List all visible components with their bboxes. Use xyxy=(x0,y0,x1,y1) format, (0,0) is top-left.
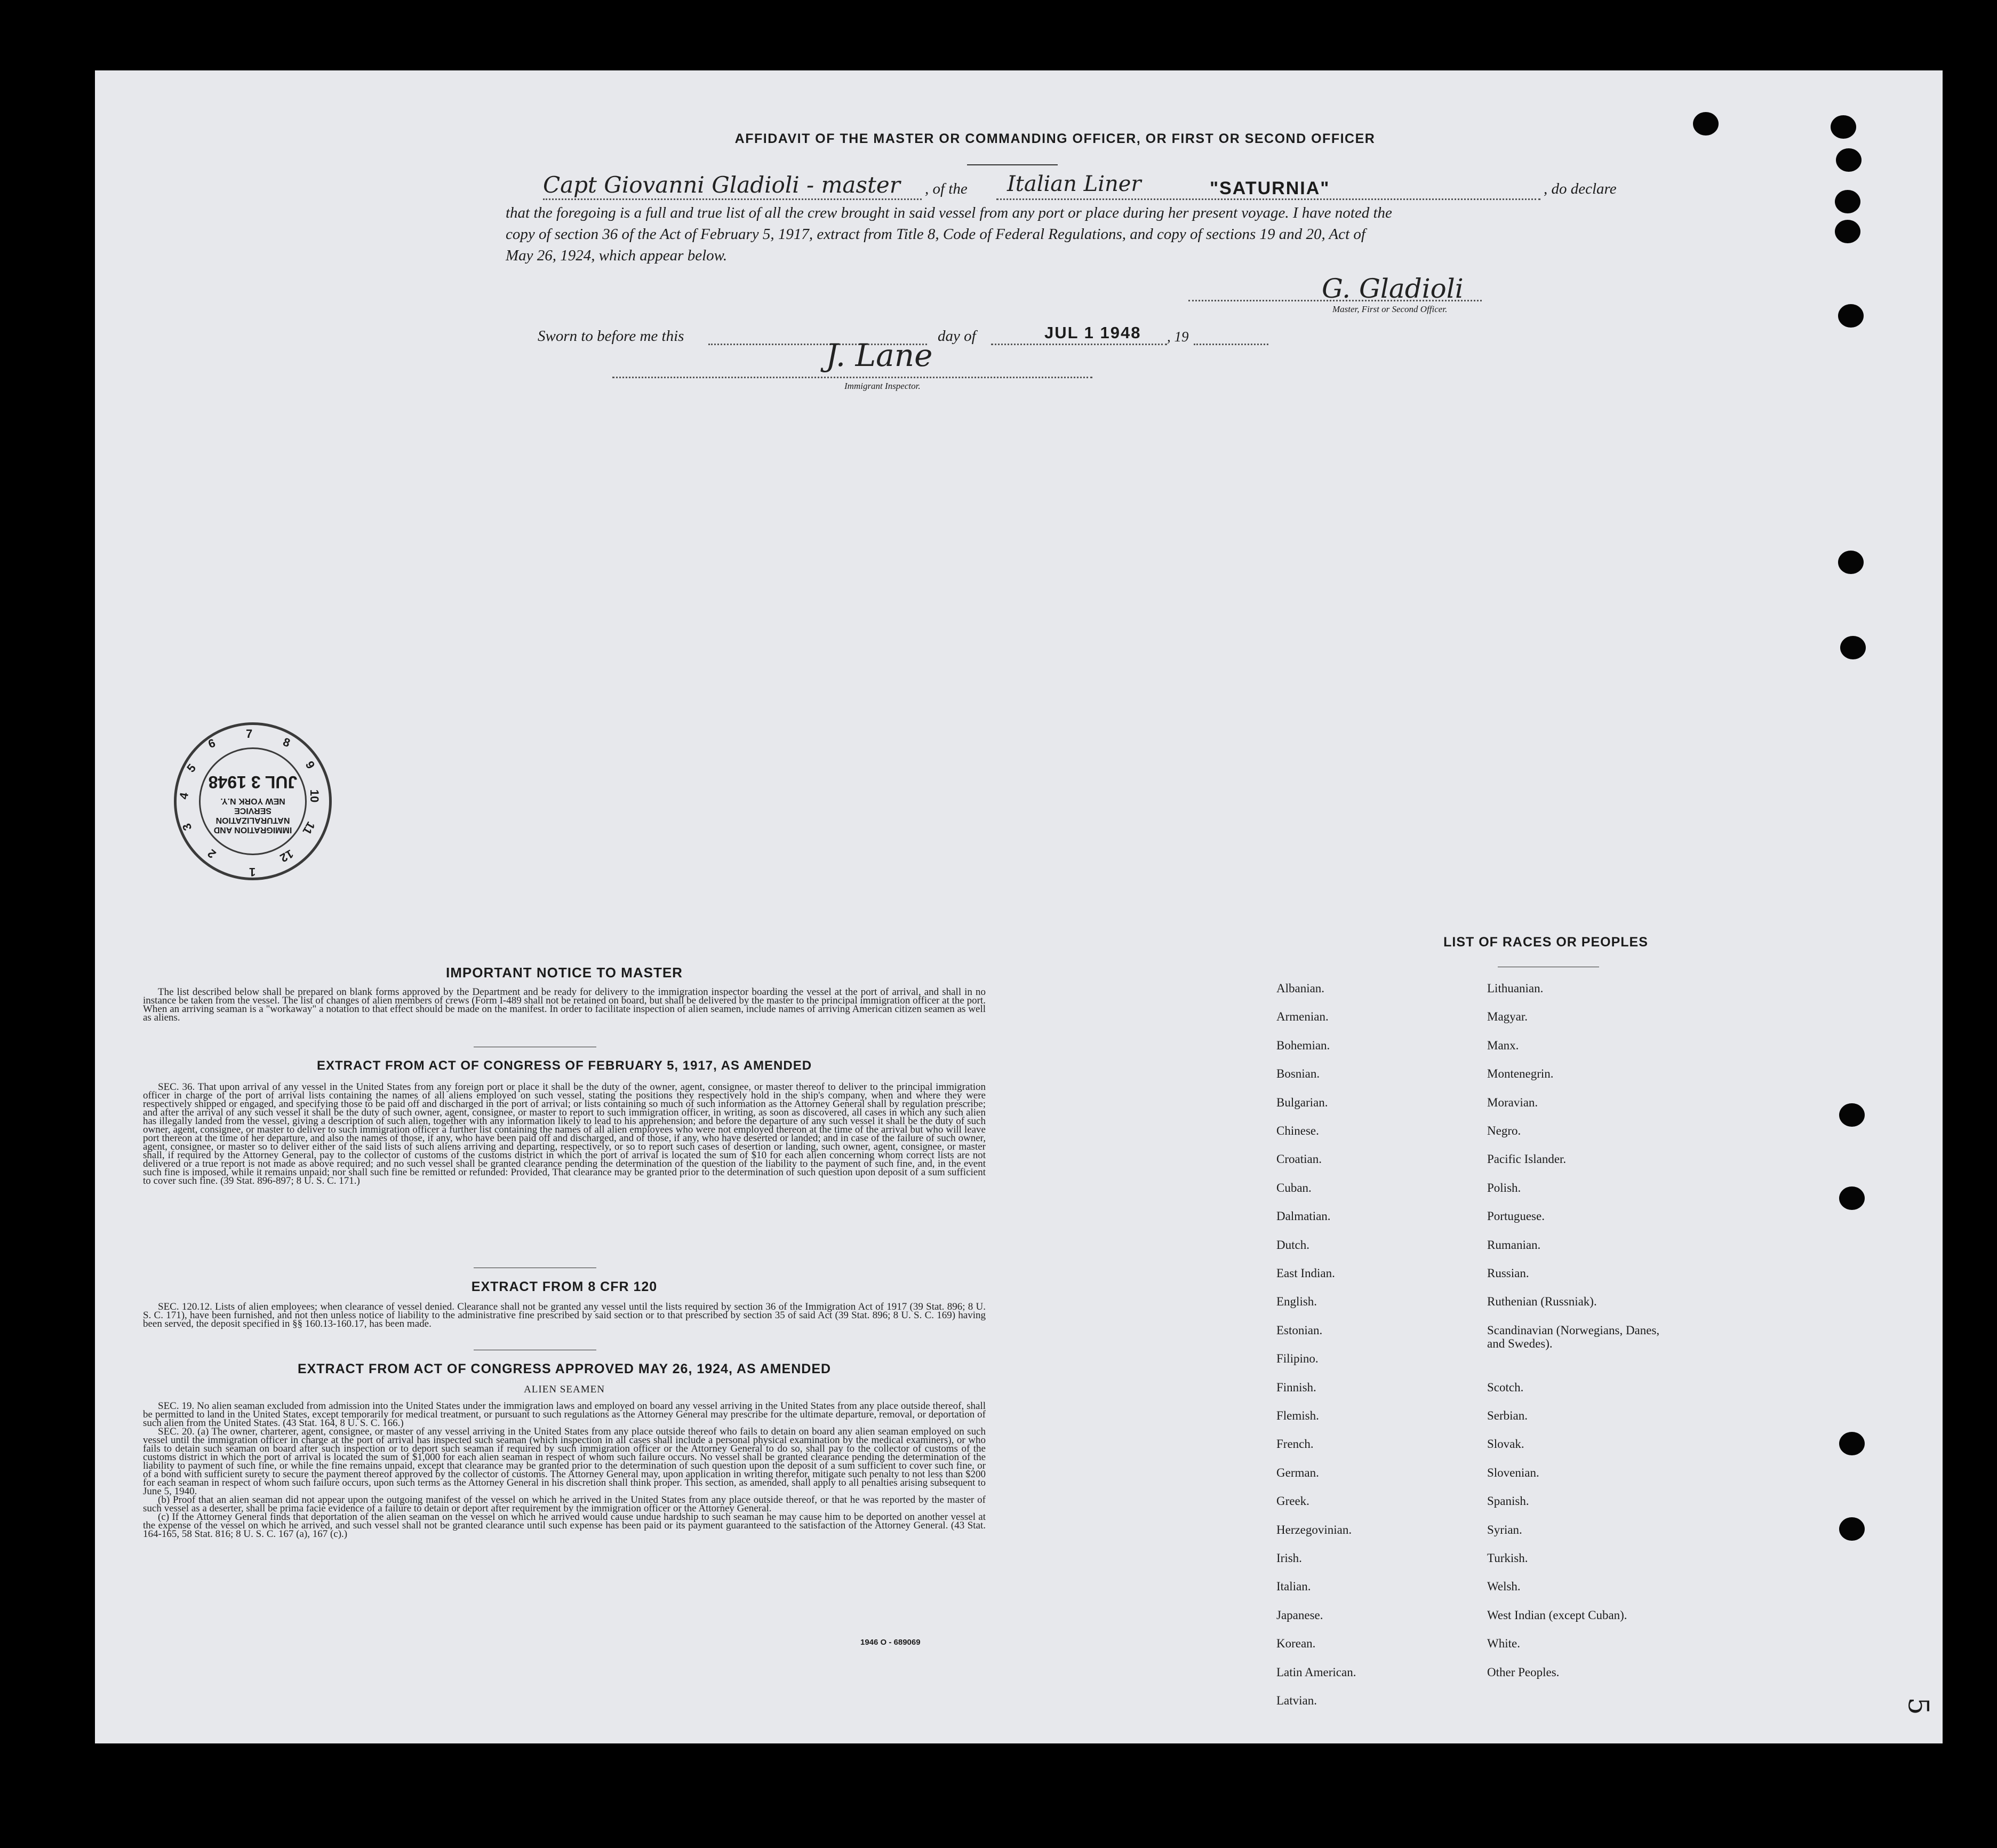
inspector-signature: J. Lane xyxy=(826,337,933,373)
race-item: Serbian. xyxy=(1487,1409,1528,1422)
officer-signature: G. Gladioli xyxy=(1322,273,1464,304)
race-item: Filipino. xyxy=(1276,1352,1319,1366)
stamp-number: 2 xyxy=(205,846,219,861)
ship-dotline xyxy=(996,198,1540,200)
extract-1924-text xyxy=(143,1402,986,1539)
punch-hole xyxy=(1835,220,1860,243)
stamp-number: 5 xyxy=(184,761,199,775)
race-item: Bosnian. xyxy=(1276,1067,1320,1081)
race-item: Japanese. xyxy=(1276,1608,1323,1622)
punch-hole xyxy=(1693,112,1719,136)
stamp-date: JUL 3 1948 xyxy=(208,772,298,792)
race-item: Lithuanian. xyxy=(1487,982,1544,995)
race-item: Bulgarian. xyxy=(1276,1095,1328,1109)
notice-master-heading: IMPORTANT NOTICE TO MASTER xyxy=(446,965,683,981)
officer-signature-line xyxy=(1188,300,1482,301)
race-item: Ruthenian (Russniak). xyxy=(1487,1295,1597,1309)
race-item: Armenian. xyxy=(1276,1010,1329,1024)
race-item: Portuguese. xyxy=(1487,1209,1545,1223)
race-item: Turkish. xyxy=(1487,1551,1528,1565)
extract-cfr-paragraph: SEC. 120.12. Lists of alien employees; when clearance of vessel denied. Clearance shall not be granted any vessel until the lists required by section 36 of the Immigration Act of 1917 (39 Stat. 896; 8 U. S. C. 171), have been furnished, and not then unless notice of liability to the administrative fine prescribed by said section or to that prescribed by section 35 of said Act (39 Stat. 896; 8 U. S. C. 169) having been served, the deposit specified in §§ 160.13-160.17, has been made. xyxy=(143,1301,986,1329)
punch-hole xyxy=(1839,1186,1865,1210)
race-item: Spanish. xyxy=(1487,1494,1529,1508)
race-item: German. xyxy=(1276,1465,1319,1479)
affidavit-first-line xyxy=(543,172,1631,204)
race-item: Bohemian. xyxy=(1276,1038,1330,1052)
sec-20c-paragraph: (c) If the Attorney General finds that deportation of the alien seaman on the vessel on which he arrived would cause undue hardship to such seaman he may cause him to be deported on another vessel at the expense of the vessel on which he arrived, and such vessel shall not be granted clearance until such expense has been paid or its payment guaranteed to the satisfaction of the Attorney General. (43 Stat. 164-165, 58 Stat. 816; 8 U. S. C. 167 (a), 167 (c).) xyxy=(143,1511,986,1540)
extract-1917-paragraph: SEC. 36. That upon arrival of any vessel in the United States from any foreign port or place it shall be the duty of the owner, agent, consignee, or master thereof to deliver to the principal immigration officer in charge of the port of arrival lists containing the names of all aliens employed on such vessel, stating the positions they respectively hold in the ship's company, when and where they were respectively shipped or engaged, and specifying those to be paid off and discharged in the port of arrival; or lists containing so much of such information as the Attorney General shall by regulation prescribe; and after the arrival of any such vessel it shall be the duty of such owner, agent, consignee, or master to report to such immigration officer, in writing, as soon as discovered, all cases in which any such alien has illegally landed from the vessel, giving a description of such alien, together with any information likely to lead to his apprehension; and before the departure of any such vessel it shall be the duty of such owner, agent, consignee, or master to deliver to such immigration officer a further list containing the names of all alien employees who were not employed thereon at the time of the arrival but who will leave port thereon at the time of her departure, and also the names of those, if any, who have been paid off and discharged, and of those, if any, who have deserted or landed; and in case of the failure of such owner, agent, consignee, or master so to deliver either of the said lists of such aliens arriving and departing, respectively, or so to report such cases of desertion or landing, such owner, agent, consignee, or master shall, if required by the Attorney General, pay to the collector of customs of the customs district in which the port of arrival is located the sum of $10 for each alien concerning whom correct lists are not delivered or a true report is not made as above required; and no such vessel shall be granted clearance pending the determination of the question of the liability to the payment of such fine, and, in the event such fine is imposed, while it remains unpaid; nor shall such fine be remitted or refunded: Provided, That clearance may be granted prior to the determination of such question upon deposit of a sum sufficient to cover such fine. (39 Stat. 896-897; 8 U. S. C. 171.) xyxy=(143,1081,986,1186)
race-item: Welsh. xyxy=(1487,1580,1521,1594)
race-item: Irish. xyxy=(1276,1551,1302,1565)
extract-cfr-text xyxy=(143,1303,986,1328)
race-item: Latin American. xyxy=(1276,1665,1356,1679)
race-item: Rumanian. xyxy=(1487,1238,1541,1252)
date-dotline xyxy=(991,344,1167,345)
notice-master-text xyxy=(143,988,986,1022)
punch-hole xyxy=(1835,190,1860,213)
sworn-label: Sworn to before me this xyxy=(538,328,684,345)
stamp-number: 7 xyxy=(246,727,253,740)
punch-hole xyxy=(1839,1517,1865,1541)
race-item: English. xyxy=(1276,1295,1317,1309)
race-item: Moravian. xyxy=(1487,1095,1538,1109)
punch-hole xyxy=(1838,304,1864,328)
race-item: White. xyxy=(1487,1637,1520,1651)
stamp-number: 10 xyxy=(308,789,322,803)
race-item: Greek. xyxy=(1276,1494,1309,1508)
stamp-number: 12 xyxy=(277,847,296,865)
sec-20b-paragraph: (b) Proof that an alien seaman did not appear upon the outgoing manifest of the vessel on which he arrived in the United States from any place outside thereof, or that he was reported by the master of such vessel as a deserter, shall be prima facie evidence of a failure to detain or deport after requirement by the immigration officer or the Attorney General. xyxy=(143,1494,986,1514)
affidavit-body-2: copy of section 36 of the Act of February 5, 1917, extract from Title 8, Code of Federal Regulations, and copy of sections 19 and 20, Act of xyxy=(506,226,1365,243)
immigration-stamp xyxy=(174,722,332,880)
sworn-date: JUL 1 1948 xyxy=(1044,323,1141,342)
inspector-caption: Immigrant Inspector. xyxy=(844,381,921,391)
race-item: Pacific Islander. xyxy=(1487,1152,1567,1166)
print-code: 1946 O - 689069 xyxy=(860,1638,921,1647)
stamp-number: 4 xyxy=(177,791,191,801)
extract-1917-text xyxy=(143,1083,986,1185)
extract-cfr-heading: EXTRACT FROM 8 CFR 120 xyxy=(471,1279,658,1294)
race-item: Scandinavian (Norwegians, Danes, and Swedes). xyxy=(1487,1323,1660,1350)
inspector-dotline xyxy=(612,377,1092,378)
race-item: Italian. xyxy=(1276,1580,1311,1594)
race-item: Slovenian. xyxy=(1487,1465,1539,1479)
race-item: Magyar. xyxy=(1487,1010,1528,1024)
race-item: Estonian. xyxy=(1276,1323,1323,1337)
page-number-mark: 5 xyxy=(1902,1697,1934,1715)
vessel-name: "SATURNIA" xyxy=(1210,178,1330,198)
stamp-number: 1 xyxy=(249,865,256,879)
affidavit-title: AFFIDAVIT OF THE MASTER OR COMMANDING OFFICER, OR FIRST OR SECOND OFFICER xyxy=(734,131,1376,146)
race-item: Herzegovinian. xyxy=(1276,1523,1352,1536)
race-item: Syrian. xyxy=(1487,1523,1522,1536)
punch-hole xyxy=(1836,148,1862,172)
race-item: East Indian. xyxy=(1276,1266,1335,1280)
day-of-label: day of xyxy=(938,328,976,345)
races-title: LIST OF RACES OR PEOPLES xyxy=(1443,935,1648,950)
sec-20a-paragraph: SEC. 20. (a) The owner, charterer, agent, consignee, or master of any vessel arriving in the United States from any place outside thereof who fails to detain on board any alien seaman employed on such vessel until the immigration officer in charge at the port of arrival has inspected such seaman (which inspection in all cases shall include a personal physical examination by the medical examiners), or who fails to detain such seaman on board after such inspection or to deport such seaman if required by such immigration officer or the Attorney General to do so, shall pay to the collector of customs of the customs district in which the port of arrival is located the sum of $1,000 for each alien seaman in respect of whom such failure occurs. No vessel shall be granted clearance pending the determination of the liability to payment of such fine, or while the fine remains unpaid, except that clearance may be granted prior to the determination of such question upon the deposit of a sum sufficient to cover such fine, or of a bond with sufficient surety to secure the payment thereof approved by the collector of customs. The Attorney General may, upon application in writing therefor, mitigate such penalty to not less than $200 for each seaman in respect of whom such failure occurs, upon such terms as the Attorney General in his discretion shall think proper. This section, as amended, shall apply to all penalties arising subsequent to June 5, 1940. xyxy=(143,1426,986,1497)
race-item: Dutch. xyxy=(1276,1238,1309,1252)
punch-hole xyxy=(1839,1432,1865,1455)
stamp-number: 6 xyxy=(206,736,217,751)
race-item: Slovak. xyxy=(1487,1437,1524,1451)
stamp-city: NEW YORK N.Y. xyxy=(220,796,285,806)
race-item: Negro. xyxy=(1487,1124,1521,1137)
stamp-agency: IMMIGRATION AND NATURALIZATION SERVICE xyxy=(213,806,292,835)
declare-label: , do declare xyxy=(1544,180,1617,197)
race-item: Korean. xyxy=(1276,1637,1316,1651)
race-item: Manx. xyxy=(1487,1038,1519,1052)
name-dotline xyxy=(543,198,922,200)
extract-1924-subheading: ALIEN SEAMEN xyxy=(524,1384,605,1395)
master-name: Capt Giovanni Gladioli - master xyxy=(543,172,900,198)
race-item: Scotch. xyxy=(1487,1380,1524,1394)
stamp-inner xyxy=(199,747,307,855)
punch-hole xyxy=(1831,115,1856,139)
year-dotline xyxy=(1194,344,1268,345)
extract-1924-heading: EXTRACT FROM ACT OF CONGRESS APPROVED MAY 26, 1924, AS AMENDED xyxy=(297,1361,832,1376)
punch-hole xyxy=(1838,551,1864,574)
of-the-label: , of the xyxy=(925,180,968,197)
officer-caption: Master, First or Second Officer. xyxy=(1332,304,1448,314)
race-item: Russian. xyxy=(1487,1266,1529,1280)
race-item: Albanian. xyxy=(1276,982,1325,995)
race-item: Dalmatian. xyxy=(1276,1209,1331,1223)
stamp-number: 3 xyxy=(179,822,195,833)
extract-1917-heading: EXTRACT FROM ACT OF CONGRESS OF FEBRUARY 5, 1917, AS AMENDED xyxy=(316,1058,812,1073)
stamp-number: 8 xyxy=(281,735,292,750)
stamp-number: 9 xyxy=(302,759,318,771)
line-type: Italian Liner xyxy=(1007,172,1141,196)
sec-19-paragraph: SEC. 19. No alien seaman excluded from admission into the United States under the immigration laws and employed on board any vessel arriving in the United States from any place outside thereof, shall be permitted to land in the United States, except temporarily for medical treatment, or pursuant to such regulations as the Attorney General may prescribe for the ultimate departure, removal, or deportation of such alien from the United States. (43 Stat. 164, 8 U. S. C. 166.) xyxy=(143,1400,986,1429)
punch-hole xyxy=(1840,636,1866,659)
race-item: French. xyxy=(1276,1437,1314,1451)
stamp-number: 11 xyxy=(300,819,318,837)
year-prefix: , 19 xyxy=(1167,329,1189,345)
race-item: West Indian (except Cuban). xyxy=(1487,1608,1627,1622)
punch-hole xyxy=(1839,1103,1865,1127)
document-page xyxy=(95,70,1943,1743)
race-item: Polish. xyxy=(1487,1181,1521,1194)
race-item: Latvian. xyxy=(1276,1694,1317,1707)
race-item: Croatian. xyxy=(1276,1152,1322,1166)
race-item: Chinese. xyxy=(1276,1124,1319,1137)
race-item: Finnish. xyxy=(1276,1380,1316,1394)
notice-master-paragraph: The list described below shall be prepared on blank forms approved by the Department and be ready for delivery to the immigration inspector boarding the vessel at the port of arrival, and shall in no instance be taken from the vessel. The list of changes of alien members of crews (Form I-489 shall not be retained on board, but shall be delivered by the master to the principal immigration officer at the port. When an arriving seaman is a "workaway" a notation to that effect should be made on the manifest. In order to facilitate inspection of alien seamen, include names of arriving American citizen seamen as well as aliens. xyxy=(143,986,986,1023)
race-item: Flemish. xyxy=(1276,1409,1319,1422)
race-item: Other Peoples. xyxy=(1487,1665,1560,1679)
affidavit-body-3: May 26, 1924, which appear below. xyxy=(506,247,728,264)
title-rule xyxy=(967,164,1058,165)
affidavit-body-1: that the foregoing is a full and true list of all the crew brought in said vessel from any port or place during her present voyage. I have noted the xyxy=(506,204,1392,221)
race-item: Montenegrin. xyxy=(1487,1067,1554,1081)
race-item: Cuban. xyxy=(1276,1181,1312,1194)
